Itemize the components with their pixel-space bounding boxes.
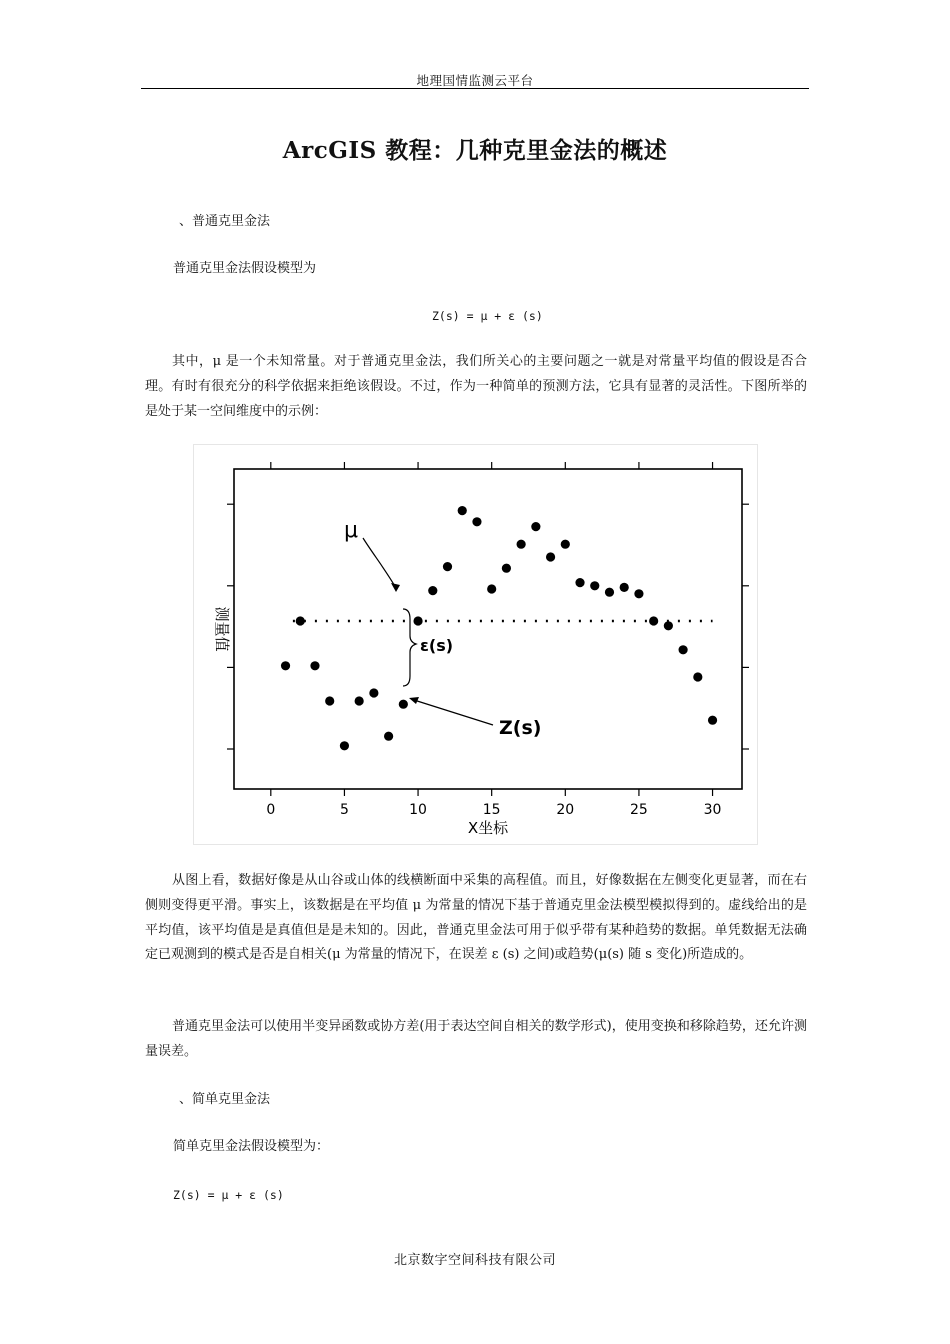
data-point — [399, 700, 408, 709]
page-footer: 北京数字空间科技有限公司 — [393, 1253, 556, 1268]
section-2-intro: 简单克里金法假设模型为： — [173, 1139, 330, 1154]
section-1-paragraph-2: 从图上看，数据好像是从山谷或山体的线横断面中采集的高程值。而且，好像数据在左侧变化更显著，而在右侧则变得更平滑。事实上，该数据是在平均值 μ 为常量的情况下基于普通克里金法模型模拟得到的。虚线给出的是平均值，该平均值是是真值但是是未知的。因此，普通克里金法可用于似乎带有某种趋势的数据。单凭数据无法确定已观测到的模式是否是自相关(μ 为常量的情况下，在误差 ε (s) 之间)或趋势(μ(s) 随 s 变化)所造成的。 — [145, 873, 807, 963]
data-point — [502, 564, 511, 573]
data-point — [517, 540, 526, 549]
y-axis-label: 测量值 — [213, 606, 231, 652]
x-tick-label: 10 — [409, 802, 427, 818]
section-1-heading: 、普通克里金法 — [179, 214, 271, 229]
x-tick-label: 5 — [339, 802, 349, 818]
section-1-paragraph-3: 普通克里金法可以使用半变异函数或协方差(用于表达空间自相关的数学形式)，使用变换和移除趋势，还允许测量误差。 — [145, 1019, 807, 1059]
figure-frame — [194, 445, 758, 845]
x-tick-label: 30 — [703, 802, 722, 818]
data-point — [679, 645, 688, 654]
zs-label: Z(s) — [499, 717, 542, 739]
data-point — [310, 661, 319, 670]
data-point — [649, 616, 658, 625]
section-2-heading: 、简单克里金法 — [179, 1092, 271, 1107]
mu-label: μ — [344, 518, 358, 543]
document-title: ArcGIS 教程：几种克里金法的概述 — [282, 137, 668, 164]
data-point — [664, 621, 673, 630]
section-1-paragraph-1: 其中，μ 是一个未知常量。对于普通克里金法，我们所关心的主要问题之一就是对常量平均值的假设是否合理。有时有很充分的科学依据来拒绝该假设。不过，作为一种简单的预测方法，它具有显著的灵活性。下图所举的是处于某一空间维度中的示例： — [145, 354, 807, 419]
data-point — [708, 716, 717, 725]
data-point — [340, 741, 349, 750]
x-tick-label: 0 — [266, 802, 276, 818]
data-point — [546, 552, 555, 561]
data-point — [428, 586, 437, 595]
data-point — [413, 616, 422, 625]
data-point — [693, 672, 702, 681]
header-rule — [141, 88, 809, 89]
data-point — [325, 696, 334, 705]
data-point — [561, 540, 570, 549]
scatter-chart — [193, 444, 758, 845]
data-point — [620, 583, 629, 592]
data-point — [575, 578, 584, 587]
data-point — [384, 732, 393, 741]
data-point — [369, 688, 378, 697]
data-point — [590, 581, 599, 590]
section-1-intro: 普通克里金法假设模型为 — [173, 261, 317, 276]
x-tick-label: 25 — [630, 802, 648, 818]
data-point — [355, 696, 364, 705]
data-point — [605, 588, 614, 597]
data-point — [443, 562, 452, 571]
data-point — [531, 522, 540, 531]
data-point — [487, 584, 496, 593]
section-1-formula: Z(s) = μ + ε (s) — [432, 309, 543, 323]
data-point — [472, 517, 481, 526]
x-axis-label: X坐标 — [467, 819, 509, 837]
epsilon-label: ε(s) — [420, 636, 454, 655]
data-point — [458, 506, 467, 515]
data-point — [634, 589, 643, 598]
data-point — [296, 616, 305, 625]
page-header: 地理国情监测云平台 — [416, 73, 534, 88]
x-tick-label: 20 — [556, 802, 575, 818]
x-tick-label: 15 — [482, 802, 501, 818]
data-point — [281, 661, 290, 670]
section-2-formula: Z(s) = μ + ε (s) — [173, 1188, 284, 1202]
